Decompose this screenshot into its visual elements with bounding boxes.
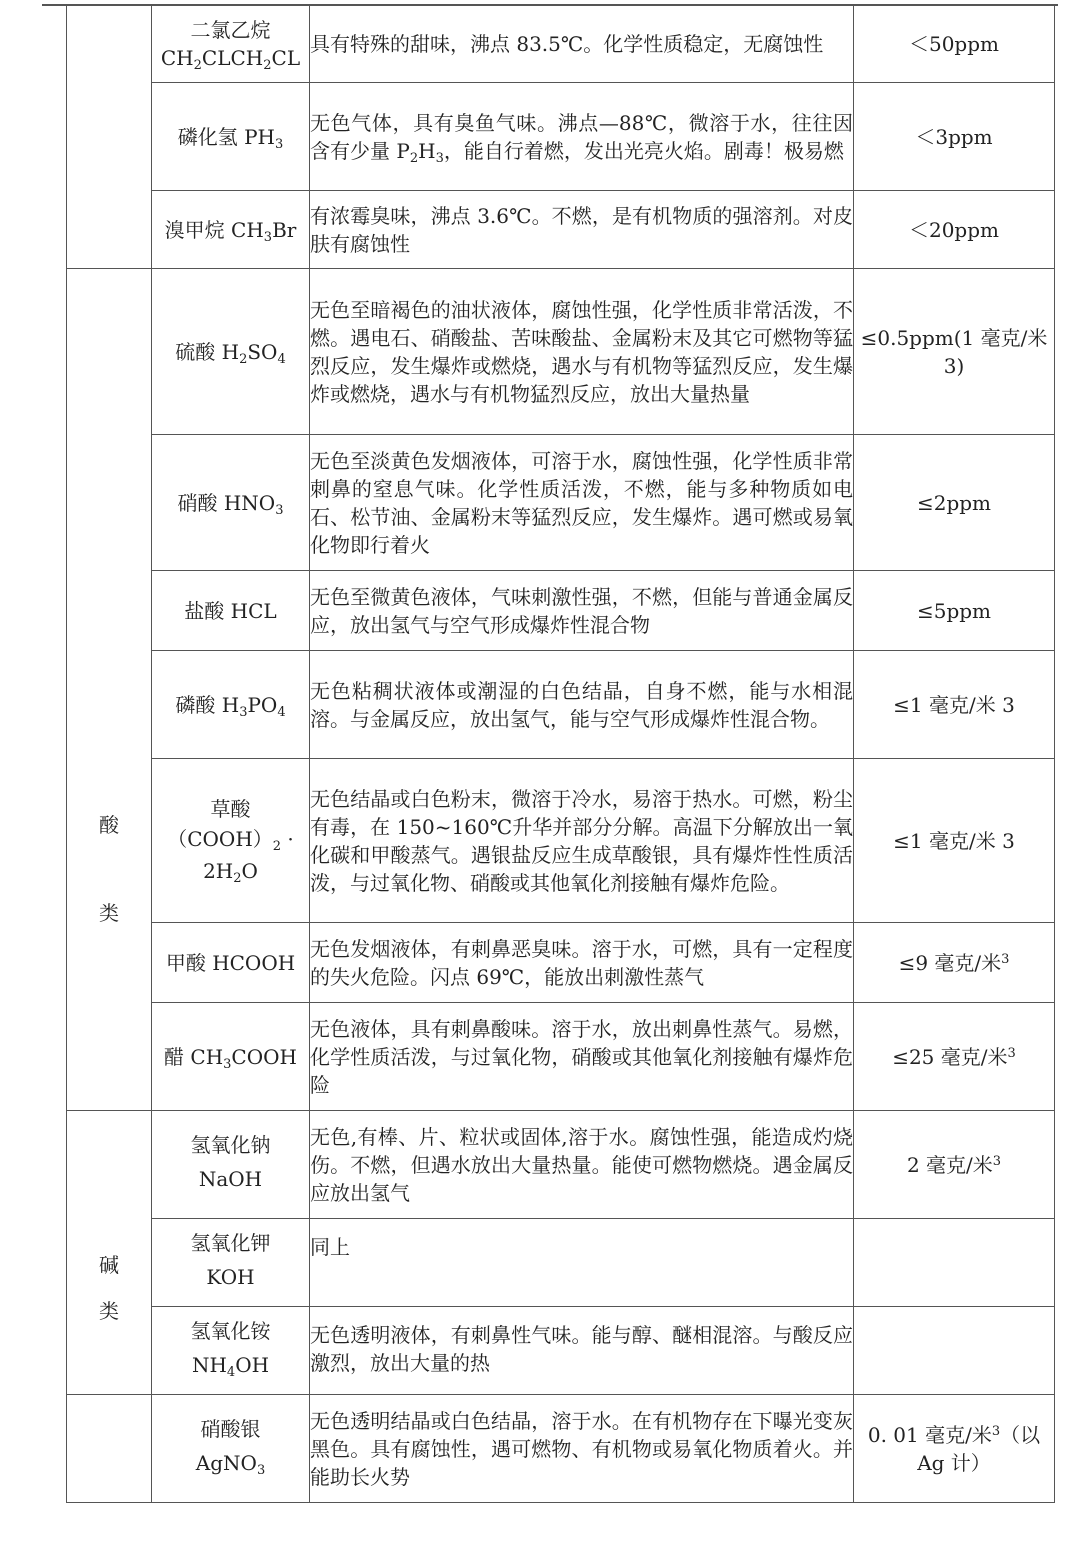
limit-cell: 0. 01 毫克/米$^3$（以 Ag 计）: [854, 1395, 1055, 1503]
chemical-formula: $H_2SO_4$: [221, 339, 286, 367]
limit-cell: ≤2ppm: [854, 435, 1055, 571]
description-cell: 无色至暗褐色的油状液体，腐蚀性强，化学性质非常活泼，不燃。遇电石、硝酸盐、苦味酸盐、金属粉末及其它可燃物等猛烈反应，发生爆炸或燃烧，遇水与有机物等猛烈反应，发生爆炸或燃烧，遇水与有机物猛烈反应，放出大量热量: [310, 269, 854, 435]
chemical-name-cell: [152, 923, 310, 1003]
chemical-hazard-table: [66, 4, 1055, 1503]
chemical-name-cell: [152, 1003, 310, 1111]
chemical-name-cell: [152, 191, 310, 269]
chemical-name: 磷酸: [175, 692, 216, 717]
chemical-formula: NaOH: [198, 1166, 263, 1191]
description-cell: 无色发烟液体，有刺鼻恶臭味。溶于水，可燃，具有一定程度的失火危险。闪点 69℃，能放出刺激性蒸气: [310, 923, 854, 1003]
limit-cell: ≤9 毫克/米$^3$: [854, 923, 1055, 1003]
description-cell: 无色至淡黄色发烟液体，可溶于水，腐蚀性强，化学性质非常刺鼻的窒息气味。化学性质活泼，不燃，能与多种物质如电石、松节油、金属粉末等猛烈反应，发生爆炸。遇可燃或易氧化物即行着火: [310, 435, 854, 571]
chemical-formula: KOH: [206, 1264, 255, 1289]
category-cell-blank: [67, 1395, 152, 1503]
chemical-name-cell: [152, 1219, 310, 1307]
chemical-formula: HCOOH: [212, 950, 296, 975]
description-cell: 无色液体，具有刺鼻酸味。溶于水，放出刺鼻性蒸气。易燃，化学性质活泼，与过氧化物，硝酸或其他氧化剂接触有爆炸危险: [310, 1003, 854, 1111]
chemical-formula: $HNO_3$: [223, 490, 284, 518]
chemical-name: 溴甲烷: [164, 217, 225, 242]
limit-cell: 2 毫克/米$^3$: [854, 1111, 1055, 1219]
chemical-formula: $PH_3$: [244, 124, 284, 152]
table-row: [67, 1003, 1055, 1111]
limit-cell: ＜50ppm: [854, 5, 1055, 83]
chemical-name-cell: [152, 5, 310, 83]
limit-cell: ≤25 毫克/米$^3$: [854, 1003, 1055, 1111]
chemical-name: 盐酸: [184, 598, 225, 623]
chemical-name: 二氯乙烷: [190, 17, 271, 42]
limit-cell: ＜20ppm: [854, 191, 1055, 269]
chemical-name: 氢氧化钾: [190, 1230, 271, 1255]
chemical-formula: $CH_3COOH$: [190, 1044, 297, 1072]
category-label-acid: 酸 类: [99, 812, 119, 925]
chemical-name: 氢氧化铵: [190, 1318, 271, 1343]
description-cell: 无色,有棒、片、粒状或固体,溶于水。腐蚀性强，能造成灼烧伤。不燃，但遇水放出大量热量。能使可燃物燃烧。遇金属反应放出氢气: [310, 1111, 854, 1219]
chemical-name-cell: [152, 269, 310, 435]
description-cell: 无色至微黄色液体，气味刺激性强，不燃，但能与普通金属反应，放出氢气与空气形成爆炸性混合物: [310, 571, 854, 651]
table-row: [67, 5, 1055, 83]
chemical-name: 甲酸: [165, 950, 206, 975]
chemical-name: 硫酸: [175, 339, 216, 364]
description-cell: 无色透明结晶或白色结晶，溶于水。在有机物存在下曝光变灰黑色。具有腐蚀性，遇可燃物、有机物或易氧化物质着火。并能助长火势: [310, 1395, 854, 1503]
chemical-name: 醋: [164, 1044, 185, 1069]
chemical-formula: $NH_4OH$: [191, 1352, 270, 1380]
table-row: [67, 923, 1055, 1003]
limit-cell: ≤0.5ppm(1 毫克/米 3): [854, 269, 1055, 435]
description-cell: 同上: [310, 1219, 854, 1307]
table-row: [67, 191, 1055, 269]
table-row: [67, 651, 1055, 759]
table-row: [67, 1219, 1055, 1307]
chemical-name: 硝酸: [177, 490, 218, 515]
chemical-formula: HCL: [230, 598, 277, 623]
description-cell: 无色粘稠状液体或潮湿的白色结晶，自身不燃，能与水相混溶。与金属反应，放出氢气，能与空气形成爆炸性混合物。: [310, 651, 854, 759]
chemical-formula: $H_3PO_4$: [221, 692, 286, 720]
table-row: [67, 759, 1055, 923]
chemical-name-cell: [152, 1307, 310, 1395]
chemical-formula: $CH_3Br$: [231, 217, 297, 245]
category-cell-blank: [67, 5, 152, 269]
description-cell: 无色结晶或白色粉末，微溶于冷水，易溶于热水。可燃，粉尘有毒，在 150~160℃升华并部分分解。高温下分解放出一氧化碳和甲酸蒸气。遇银盐反应生成草酸银，具有爆炸性性质活泼，与过氧化物、硝酸或其他氧化剂接触有爆炸危险。: [310, 759, 854, 923]
table-row: [67, 435, 1055, 571]
limit-cell: ＜3ppm: [854, 83, 1055, 191]
chemical-name: 硝酸银: [200, 1416, 261, 1441]
chemical-name-cell: [152, 571, 310, 651]
category-cell-base: [67, 1111, 152, 1395]
chemical-name-cell: [152, 1395, 310, 1503]
description-cell: 无色透明液体，有刺鼻性气味。能与醇、醚相混溶。与酸反应激烈，放出大量的热: [310, 1307, 854, 1395]
chemical-name-cell: [152, 83, 310, 191]
table-row: [67, 83, 1055, 191]
description-cell: 无色气体，具有臭鱼气味。沸点—88℃，微溶于水，往往因含有少量 $P_2H_3$，能自行着燃，发出光亮火焰。剧毒！极易燃: [310, 83, 854, 191]
limit-cell: [854, 1219, 1055, 1307]
table-row: [67, 1307, 1055, 1395]
chemical-name: 磷化氢: [177, 124, 238, 149]
chemical-formula: $CH_2CLCH_2CL$: [160, 45, 301, 73]
chemical-name: 草酸: [210, 796, 251, 821]
chemical-name-cell: [152, 435, 310, 571]
chemical-name-cell: [152, 759, 310, 923]
chemical-name: 氢氧化钠: [190, 1132, 271, 1157]
category-label-base: 碱 类: [99, 1252, 119, 1323]
table-row: [67, 1395, 1055, 1503]
table-row: [67, 1111, 1055, 1219]
description-cell: 有浓霉臭味，沸点 3.6℃。不燃，是有机物质的强溶剂。对皮肤有腐蚀性: [310, 191, 854, 269]
description-cell: 具有特殊的甜味，沸点 83.5℃。化学性质稳定，无腐蚀性: [310, 5, 854, 83]
chemical-name-cell: [152, 651, 310, 759]
limit-cell: ≤1 毫克/米 3: [854, 759, 1055, 923]
category-cell-acid: [67, 269, 152, 1111]
table-row: [67, 571, 1055, 651]
table-row: [67, 269, 1055, 435]
limit-cell: ≤1 毫克/米 3: [854, 651, 1055, 759]
chemical-formula: AgNO$_3$: [195, 1450, 266, 1478]
limit-cell: [854, 1307, 1055, 1395]
chemical-formula: $(COOH)_2$ · $2H_2O$: [167, 826, 294, 886]
chemical-name-cell: [152, 1111, 310, 1219]
limit-cell: ≤5ppm: [854, 571, 1055, 651]
